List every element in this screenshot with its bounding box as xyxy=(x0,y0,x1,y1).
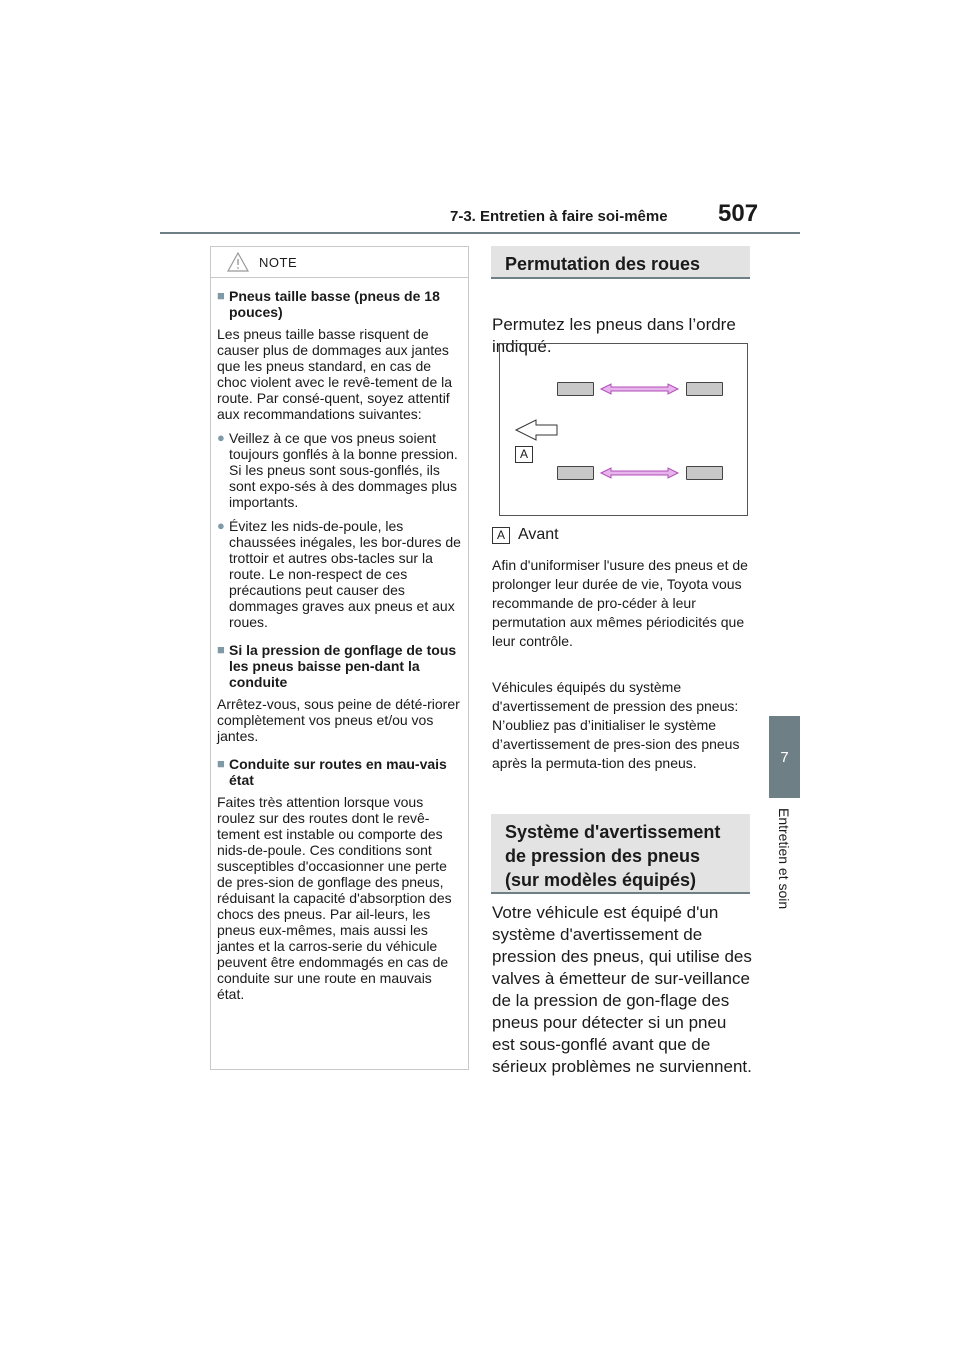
marker-a: A xyxy=(515,446,533,463)
warning-icon xyxy=(227,252,249,272)
marker-a-legend: A xyxy=(492,527,510,544)
tpms-title-line: Système d'avertissement xyxy=(505,822,721,842)
note-text: Arrêtez-vous, sous peine de dété-riorer complètement vos pneus et/ou vos jantes. xyxy=(217,696,460,744)
tpms-title-line: de pression des pneus xyxy=(505,846,701,866)
legend-front xyxy=(492,526,559,544)
circle-bullet-icon: ● xyxy=(217,518,225,533)
forward-arrow-icon xyxy=(516,420,557,440)
chapter-tab: 7 xyxy=(769,716,800,798)
rotation-note: Afin d'uniformiser l'usure des pneus et de prolonger leur durée de vie, Toyota vous recommande de pro-céder à leur permutation aux mêmes périodicités que leur contrôle. xyxy=(492,557,748,649)
section-header: 7-3. Entretien à faire soi-même xyxy=(450,208,668,225)
note-bullet: ● Veillez à ce que vos pneus soient toujours gonflés à la bonne pression. Si les pneus sont sous-gonflés, ils sont expo-sés à des dommages plus importants. xyxy=(217,430,458,510)
note-bullet: ● Évitez les nids-de-poule, les chaussées inégales, les bor-dures de trottoir et autres obs-tacles sur la route. Le non-respect de ces précautions peut causer des dommages graves aux pneus et aux roues. xyxy=(217,518,461,630)
circle-bullet-icon: ● xyxy=(217,430,225,445)
rotation-tpms-note: Véhicules équipés du système d'avertissement de pression des pneus: N’oubliez pas d’initialiser le système d’avertissement de pres-sion des pneus après la permuta-tion des pneus. xyxy=(492,679,740,771)
chapter-label-text: Entretien et soin xyxy=(776,808,792,910)
rotation-intro: Permutez les pneus dans l’ordre indiqué. xyxy=(492,315,736,356)
header-rule xyxy=(160,232,800,234)
note-text: Les pneus taille basse risquent de causer plus de dommages aux jantes que les pneus standard, en cas de choc violent avec le revê-tement de la route. Par consé-quent, soyez attentif aux recommandations suivantes: xyxy=(217,326,453,422)
tpms-title-line: (sur modèles équipés) xyxy=(505,870,697,890)
page-number: 507 xyxy=(718,200,759,227)
rotation-arrows xyxy=(500,344,747,515)
tpms-body: Votre véhicule est équipé d'un système d'avertissement de pression des pneus, qui utilise des valves à émetteur de sur-veillance de la pression de gon-flage des pneus pour détecter si un pneu est sous-gonflé avant que de sérieux problèmes ne surviennent. xyxy=(492,903,752,1076)
square-bullet-icon: ■ xyxy=(217,288,225,303)
square-bullet-icon: ■ xyxy=(217,756,225,771)
double-arrow-icon xyxy=(601,468,678,478)
note-text: Faites très attention lorsque vous roulez sur des routes dont le revê-tement est instable ou comporte des nids-de-poule. Ces conditions sont susceptibles d'occasionner une perte de pres-sion de gonflage des pneus, réduisant la capacité d'absorption des chocs des pneus. Par ail-leurs, les pneus eux-mêmes, mais aussi les jantes et la carros-serie du véhicule peuvent être endommagés en cas de conduite sur une route en mauvais état. xyxy=(217,794,452,1002)
note-header xyxy=(211,247,468,278)
note-label: NOTE xyxy=(259,255,298,270)
note-subtitle: ■ Si la pression de gonflage de tous les pneus baisse pen-dant la conduite xyxy=(217,642,457,690)
note-subtitle: ■ Conduite sur routes en mau-vais état xyxy=(217,756,447,788)
note-box xyxy=(210,246,469,1070)
legend-text: Avant xyxy=(518,526,559,543)
double-arrow-icon xyxy=(601,384,678,394)
note-subtitle: ■ Pneus taille basse (pneus de 18 pouces) xyxy=(217,288,440,320)
rotation-title: Permutation des roues xyxy=(491,246,750,279)
tpms-title xyxy=(491,814,750,894)
square-bullet-icon: ■ xyxy=(217,642,225,657)
rotation-diagram xyxy=(499,343,748,516)
